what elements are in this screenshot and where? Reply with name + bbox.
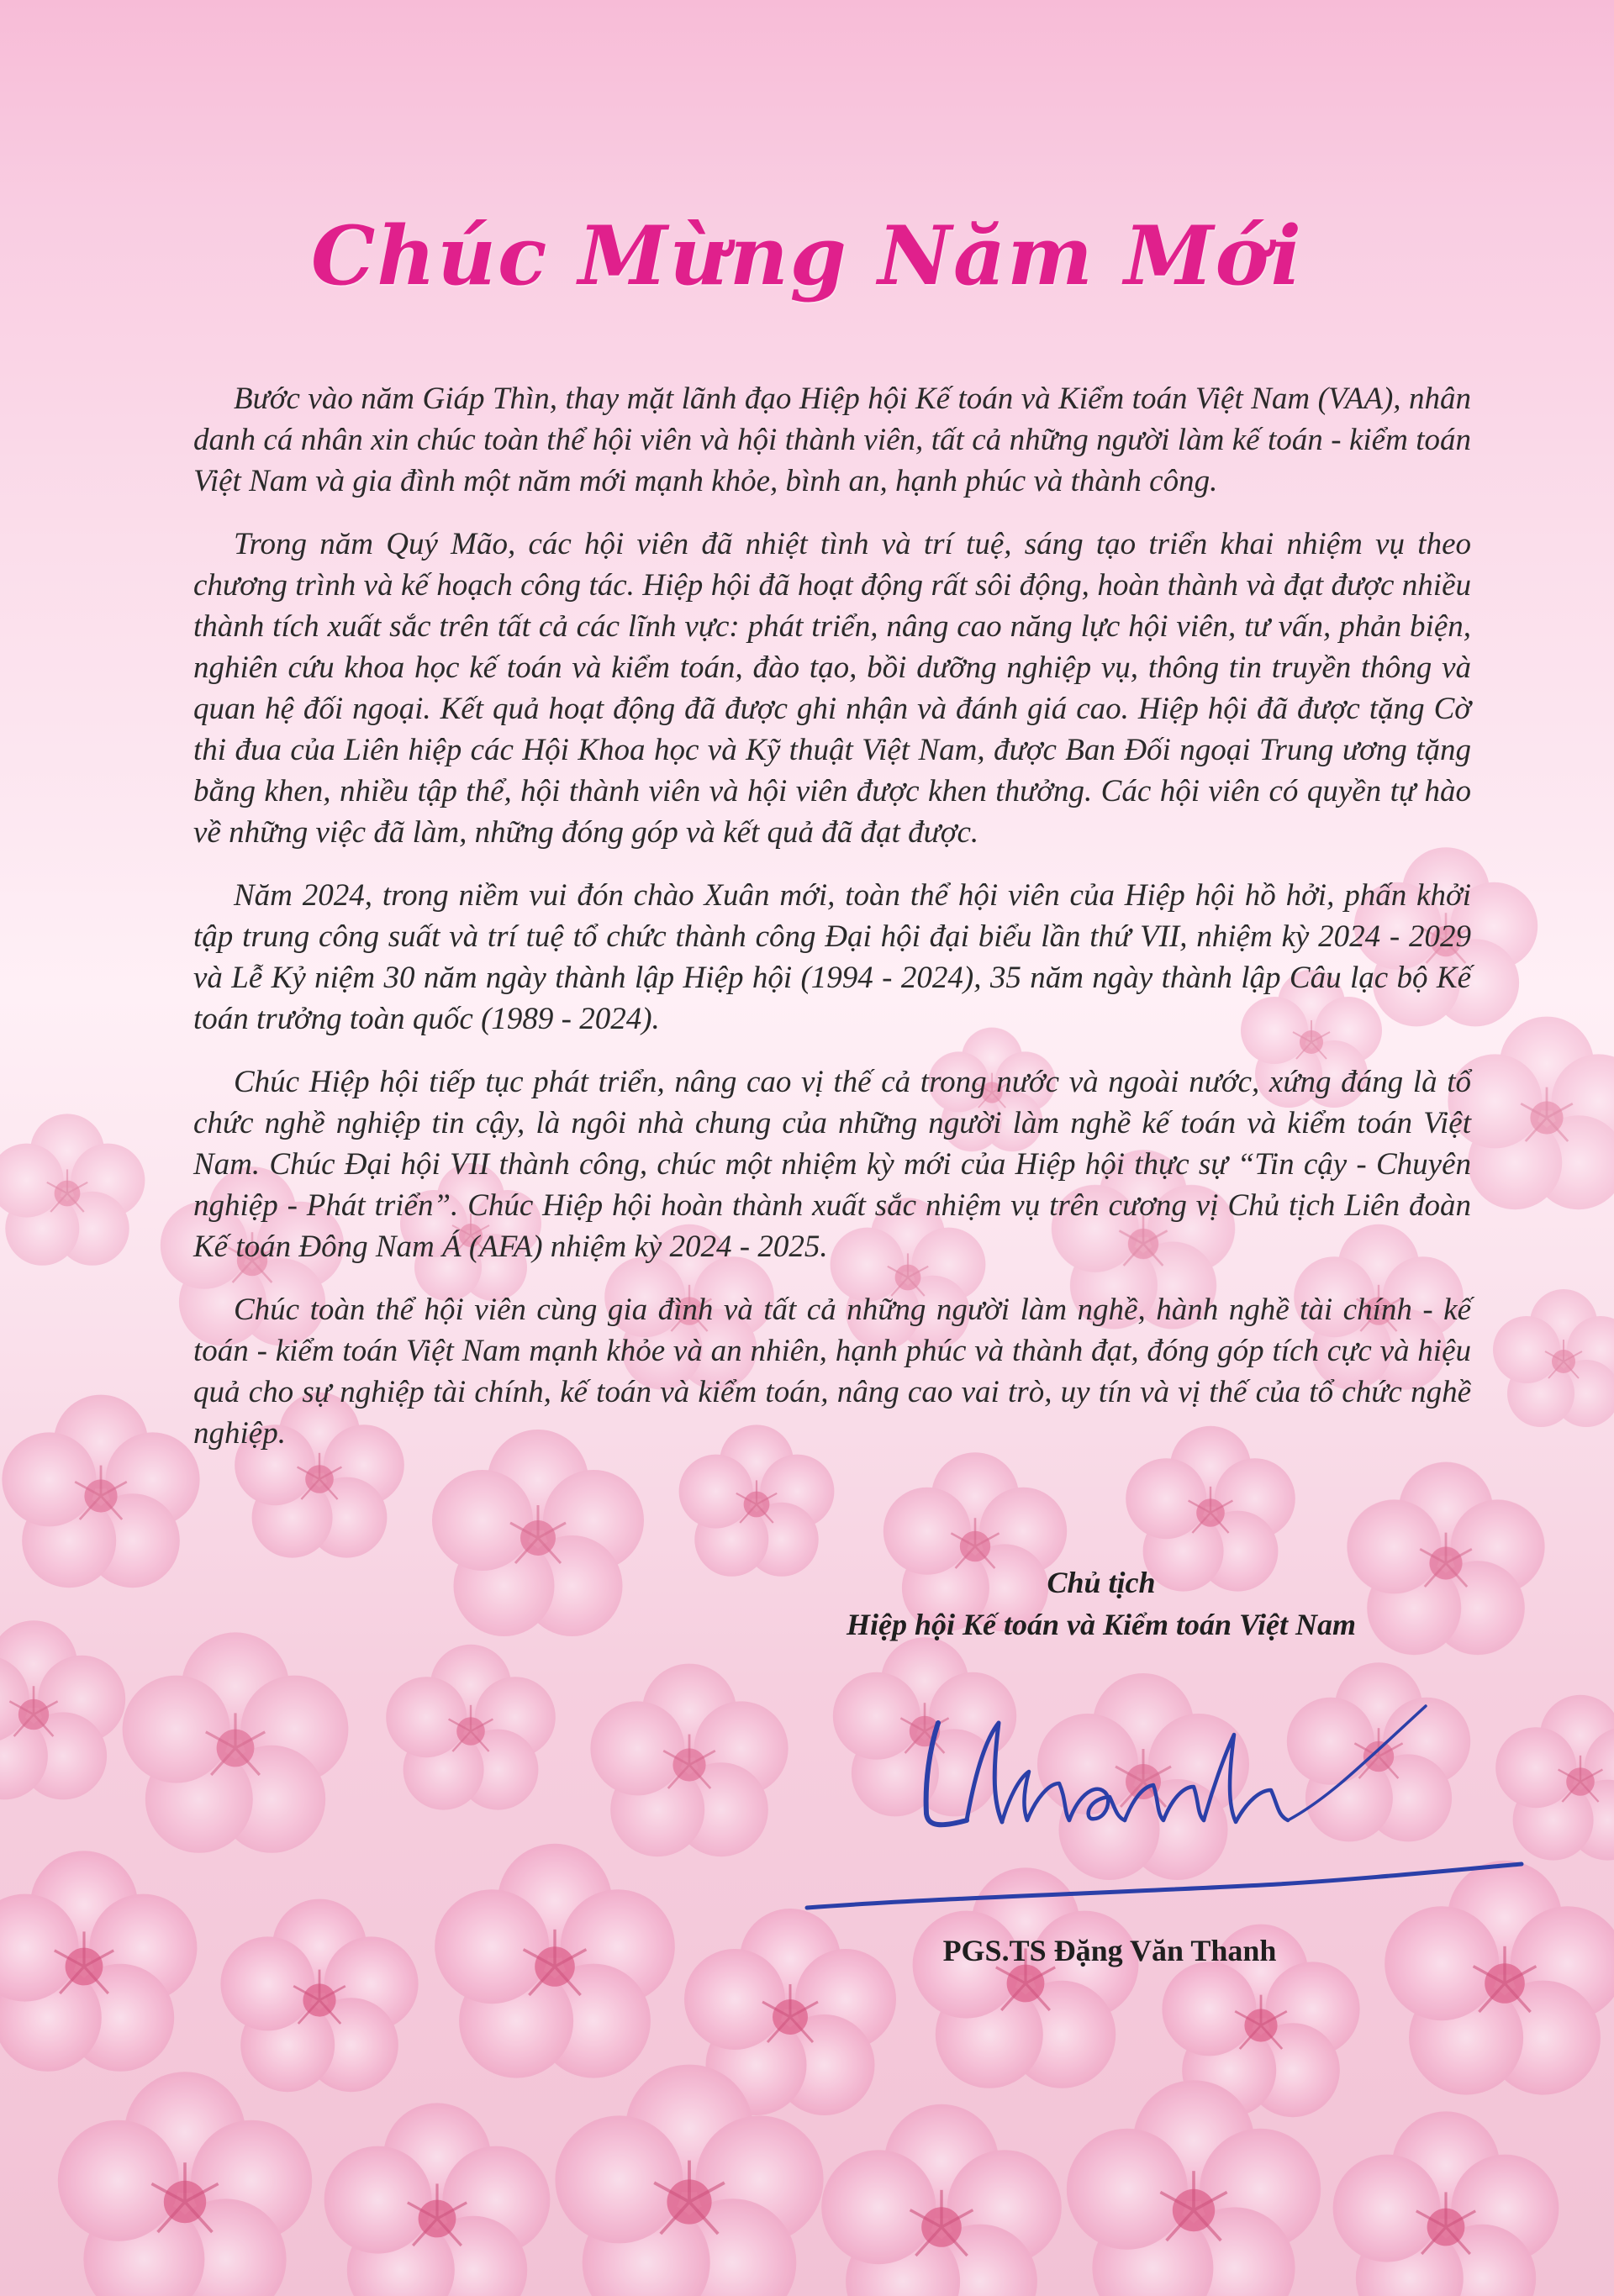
letter-paragraph: Năm 2024, trong niềm vui đón chào Xuân mới, toàn thể hội viên của Hiệp hội hồ hởi, phấn khởi tập trung công suất và trí tuệ tổ chức thành công Đại hội đại biểu lần thứ VII, nhiệm kỳ 2024 - 2029 và Lễ Kỷ niệm 30 năm ngày thành lập Hiệp hội (1994 - 2024), 35 năm ngày thành lập Câu lạc bộ Kế toán trưởng toàn quốc (1989 - 2024). (193, 878, 1471, 1036)
page-title: Chúc Mừng Năm Mới (311, 208, 1303, 303)
organization-name: Hiệp hội Kế toán và Kiểm toán Việt Nam (846, 1608, 1357, 1641)
letter-paragraph: Chúc toàn thể hội viên cùng gia đình và tất cả những người làm nghề, hành nghề tài chính - kế toán - kiểm toán Việt Nam mạnh khỏe và an nhiên, hạnh phúc và thành đạt, đóng góp tích cực và hiệu quả cho sự nghiệp tài chính, kế toán và kiểm toán, nâng cao vai trò, uy tín và vị thế của tổ chức nghề nghiệp. (193, 1293, 1471, 1451)
letter-paragraph: Trong năm Quý Mão, các hội viên đã nhiệt tình và trí tuệ, sáng tạo triển khai nhiệm vụ theo chương trình và kế hoạch công tác. Hiệp hội đã hoạt động rất sôi động, hoàn thành và đạt được nhiều thành tích xuất sắc trên tất cả các lĩnh vực: phát triển, nâng cao năng lực hội viên, tư vấn, phản biện, nghiên cứu khoa học kế toán và kiểm toán, đào tạo, bồi dưỡng nghiệp vụ, thông tin truyền thông và quan hệ đối ngoại. Kết quả hoạt động đã được ghi nhận và đánh giá cao. Hiệp hội đã được tặng Cờ thi đua của Liên hiệp các Hội Khoa học và Kỹ thuật Việt Nam, được Ban Đối ngoại Trung ương tặng bằng khen, nhiều tập thể, hội thành viên và hội viên được khen thưởng. Các hội viên có quyền tự hào về những việc đã làm, những đóng góp và kết quả đã đạt được. (193, 527, 1471, 850)
signature-heading (740, 1561, 1463, 1646)
handwritten-signature (689, 1672, 1530, 1925)
letter-paragraph: Chúc Hiệp hội tiếp tục phát triển, nâng cao vị thế cả trong nước và ngoài nước, xứng đáng là tổ chức nghề nghiệp tin cậy, là ngôi nhà chung của những người làm nghề kế toán và kiểm toán Việt Nam. Chúc Đại hội VII thành công, chúc một nhiệm kỳ mới của Hiệp hội thực sự “Tin cậy - Chuyên nghiệp - Phát triển”. Chúc Hiệp hội hoàn thành xuất sắc nhiệm vụ trên cương vị Chủ tịch Liên đoàn Kế toán Đông Nam Á (AFA) nhiệm kỳ 2024 - 2025. (193, 1065, 1471, 1264)
signer-name: PGS.TS Đặng Văn Thanh (942, 1934, 1277, 1967)
letter-paragraph: Bước vào năm Giáp Thìn, thay mặt lãnh đạo Hiệp hội Kế toán và Kiểm toán Việt Nam (VAA), nhân danh cá nhân xin chúc toàn thể hội viên và hội thành viên, tất cả những người làm kế toán - kiểm toán Việt Nam và gia đình một năm mới mạnh khỏe, bình an, hạnh phúc và thành công. (193, 382, 1471, 498)
letter-body (193, 378, 1471, 1476)
position-title: Chủ tịch (1047, 1566, 1156, 1599)
